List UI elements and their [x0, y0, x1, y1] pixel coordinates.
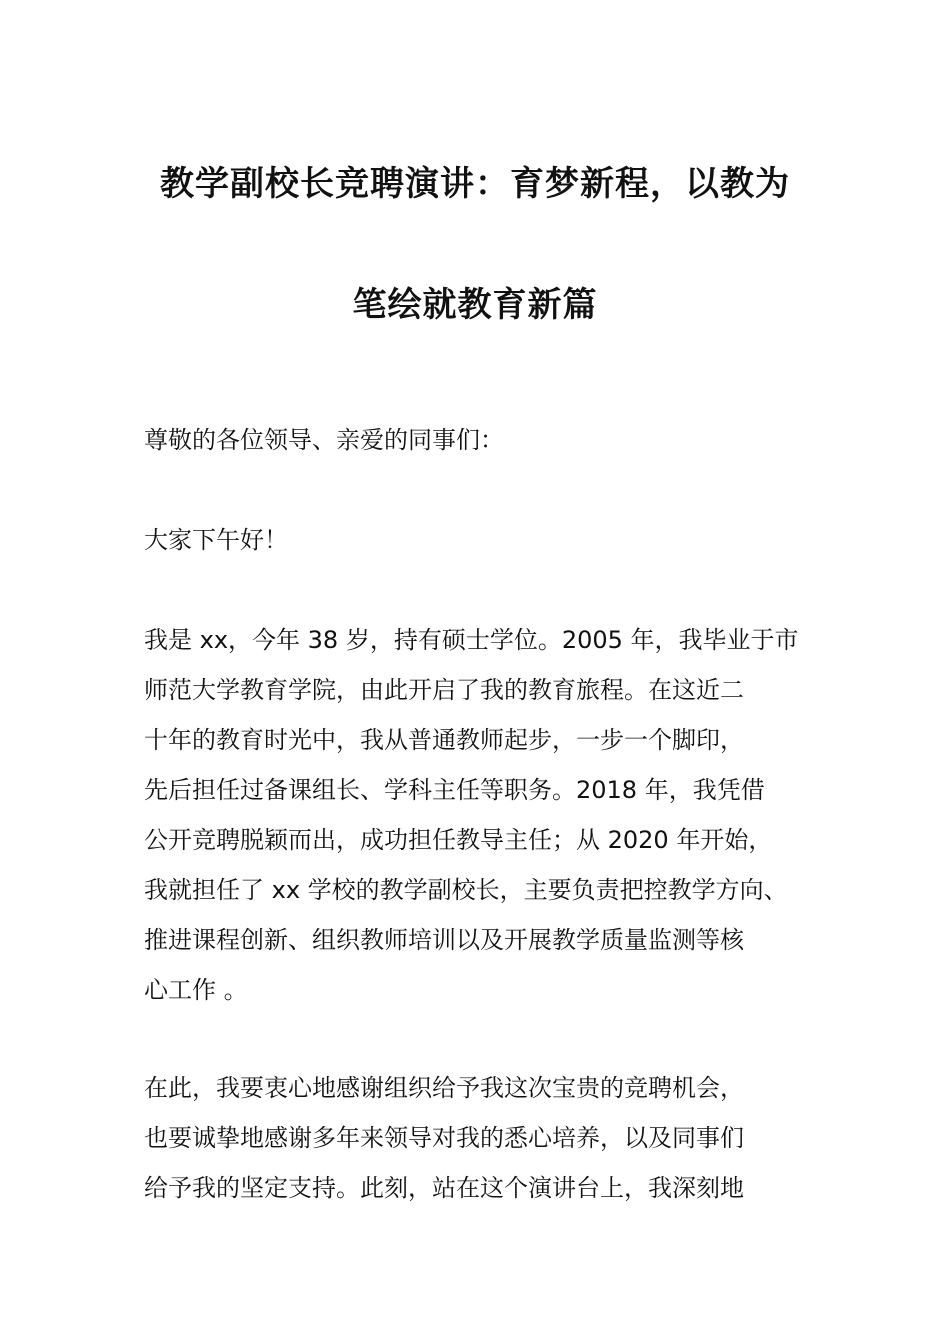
- bio-line: 我是 xx，今年 38 岁，持有硕士学位。2005 年，我毕业于市: [144, 626, 799, 654]
- bio-line: 师范大学教育学院，由此开启了我的教育旅程。在这近二: [144, 676, 744, 704]
- bio-paragraph: [144, 615, 844, 1015]
- thanks-line: 给予我的坚定支持。此刻，站在这个演讲台上，我深刻地: [144, 1174, 744, 1202]
- bio-line: 公开竞聘脱颖而出，成功担任教导主任；从 2020 年开始，: [144, 826, 773, 854]
- bio-line: 我就担任了 xx 学校的教学副校长，主要负责把控教学方向、: [144, 876, 788, 904]
- greeting-paragraph: [144, 415, 844, 465]
- document-title-line-2: 笔绘就教育新篇: [352, 285, 598, 325]
- bio-line: 十年的教育时光中，我从普通教师起步，一步一个脚印，: [144, 726, 744, 754]
- hello-text: 大家下午好！: [144, 526, 288, 554]
- bio-line: 心工作 。: [144, 976, 248, 1004]
- hello-paragraph: [144, 515, 844, 565]
- bio-line: 先后担任过备课组长、学科主任等职务。2018 年，我凭借: [144, 776, 765, 804]
- greeting-text: 尊敬的各位领导、亲爱的同事们：: [144, 426, 504, 454]
- bio-line: 推进课程创新、组织教师培训以及开展教学质量监测等核: [144, 926, 744, 954]
- thanks-line: 也要诚挚地感谢多年来领导对我的悉心培养，以及同事们: [144, 1124, 744, 1152]
- document-title-line-1: 教学副校长竞聘演讲：育梦新程，以教为: [160, 164, 790, 204]
- thanks-paragraph: [144, 1063, 844, 1213]
- thanks-line: 在此，我要衷心地感谢组织给予我这次宝贵的竞聘机会，: [144, 1074, 744, 1102]
